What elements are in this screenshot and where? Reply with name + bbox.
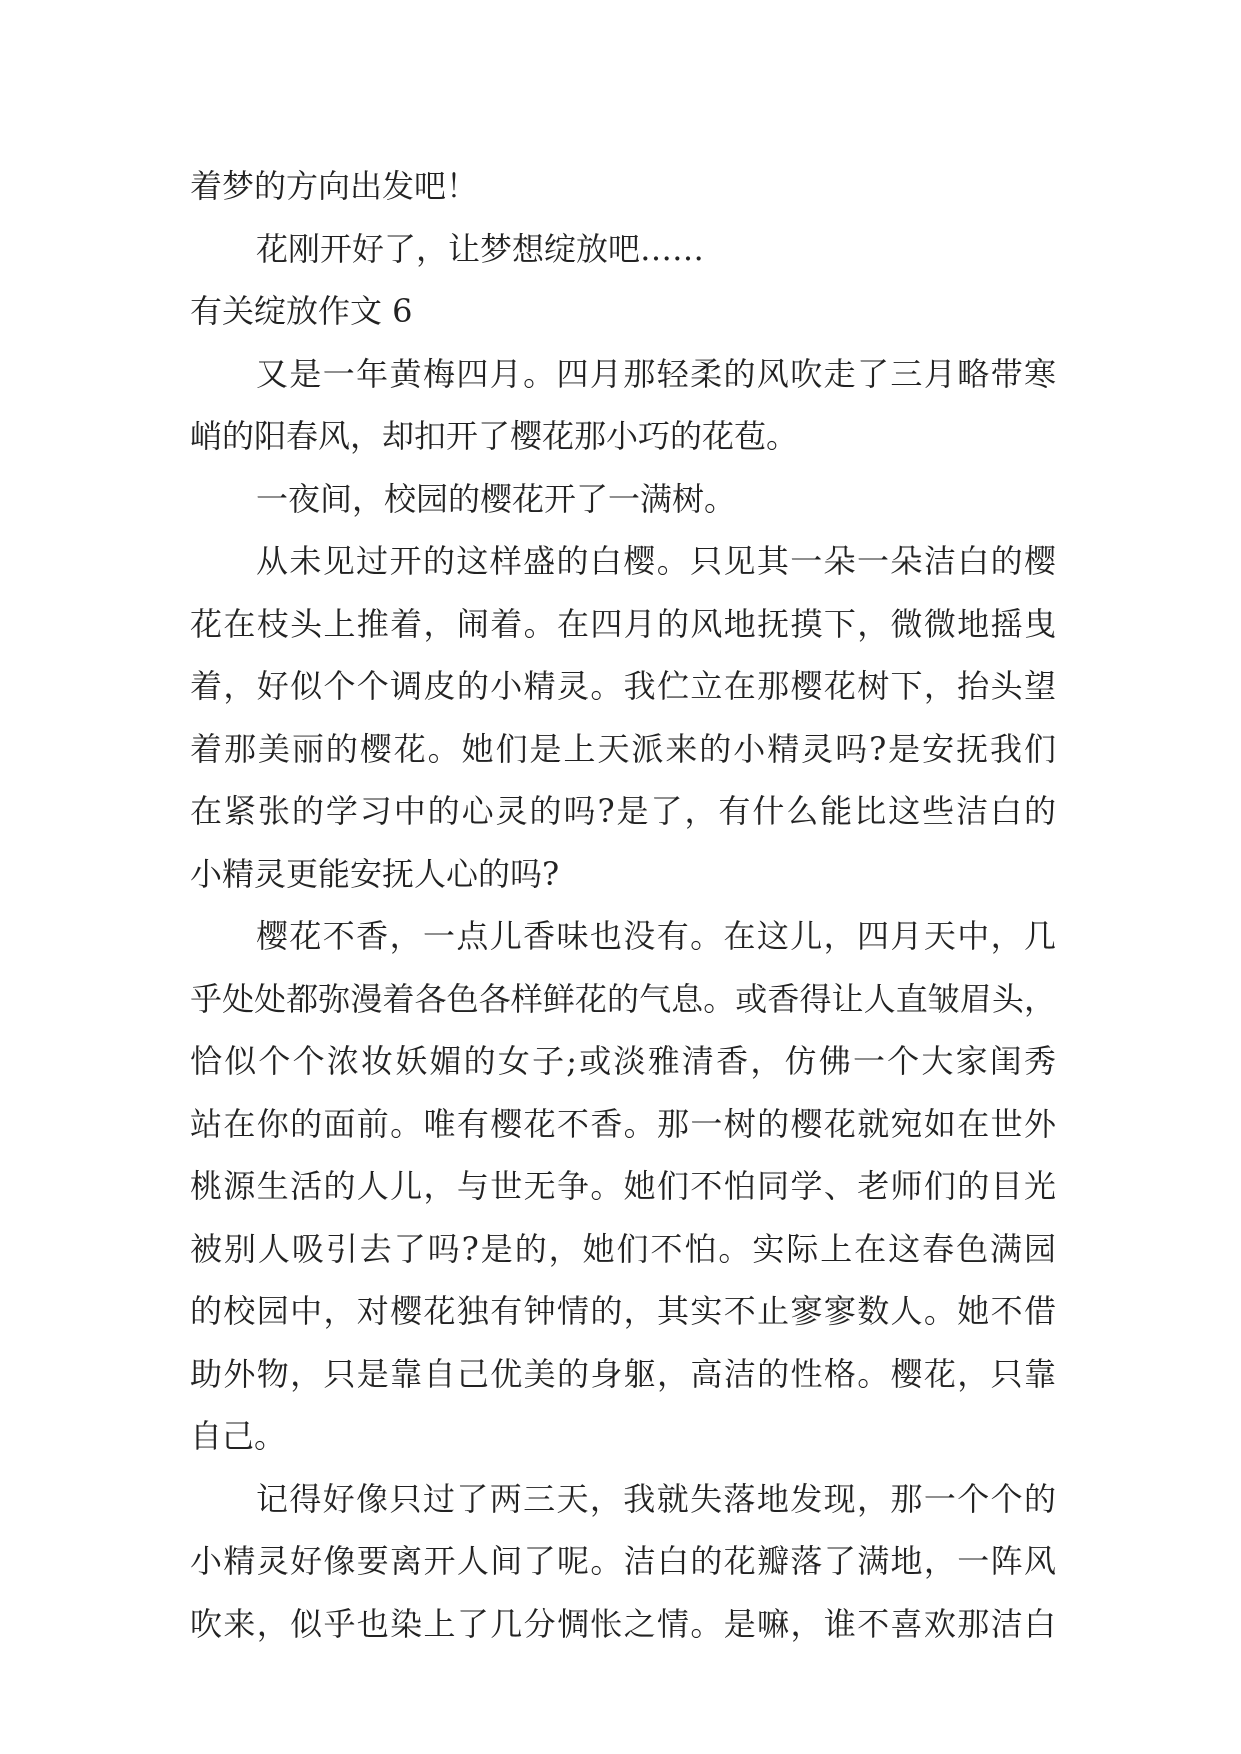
text-line: 花在枝头上推着，闹着。在四月的风地抚摸下，微微地摇曳	[190, 604, 1056, 643]
text-line: 峭的阳春风，却扣开了樱花那小巧的花苞。	[190, 417, 799, 455]
text-line: 乎处处都弥漫着各色各样鲜花的气息。或香得让人直皱眉头，	[190, 979, 1056, 1018]
text-line: 的校园中，对樱花独有钟情的，其实不止寥寥数人。她不借	[190, 1292, 1056, 1330]
text-line: 恰似个个浓妆妖媚的女子;或淡雅清香，仿佛一个大家闺秀	[190, 1042, 1056, 1080]
paragraph-first-line: 又是一年黄梅四月。四月那轻柔的风吹走了三月略带寒	[256, 354, 1056, 393]
text-line: 站在你的面前。唯有樱花不香。那一树的樱花就宛如在世外	[190, 1104, 1056, 1143]
paragraph-first-line: 记得好像只过了两三天，我就失落地发现，那一个个的	[256, 1479, 1056, 1518]
text-line: 助外物，只是靠自己优美的身躯，高洁的性格。樱花，只靠	[190, 1354, 1056, 1393]
text-line: 着那美丽的樱花。她们是上天派来的小精灵吗?是安抚我们	[190, 729, 1056, 768]
text-line: 有关绽放作文 6	[190, 292, 413, 330]
paragraph-first-line: 从未见过开的这样盛的白樱。只见其一朵一朵洁白的樱	[256, 542, 1056, 580]
paragraph-first-line: 樱花不香，一点儿香味也没有。在这儿，四月天中，几	[256, 917, 1056, 955]
text-line: 桃源生活的人儿，与世无争。她们不怕同学、老师们的目光	[190, 1167, 1056, 1205]
text-line: 在紧张的学习中的心灵的吗?是了，有什么能比这些洁白的	[190, 792, 1056, 830]
text-line: 着梦的方向出发吧！	[190, 167, 479, 205]
paragraph-first-line: 花刚开好了，让梦想绽放吧……	[256, 229, 705, 268]
text-line: 小精灵好像要离开人间了呢。洁白的花瓣落了满地，一阵风	[190, 1542, 1056, 1580]
text-line: 吹来，似乎也染上了几分惆怅之情。是嘛，谁不喜欢那洁白	[190, 1604, 1056, 1643]
paragraph-first-line: 一夜间，校园的樱花开了一满树。	[256, 479, 737, 518]
text-line: 被别人吸引去了吗?是的，她们不怕。实际上在这春色满园	[190, 1229, 1056, 1268]
document-body	[190, 155, 1056, 1655]
text-line: 着，好似个个调皮的小精灵。我伫立在那樱花树下，抬头望	[190, 667, 1056, 705]
text-line: 小精灵更能安抚人心的吗?	[190, 854, 560, 893]
text-line: 自己。	[190, 1417, 287, 1455]
